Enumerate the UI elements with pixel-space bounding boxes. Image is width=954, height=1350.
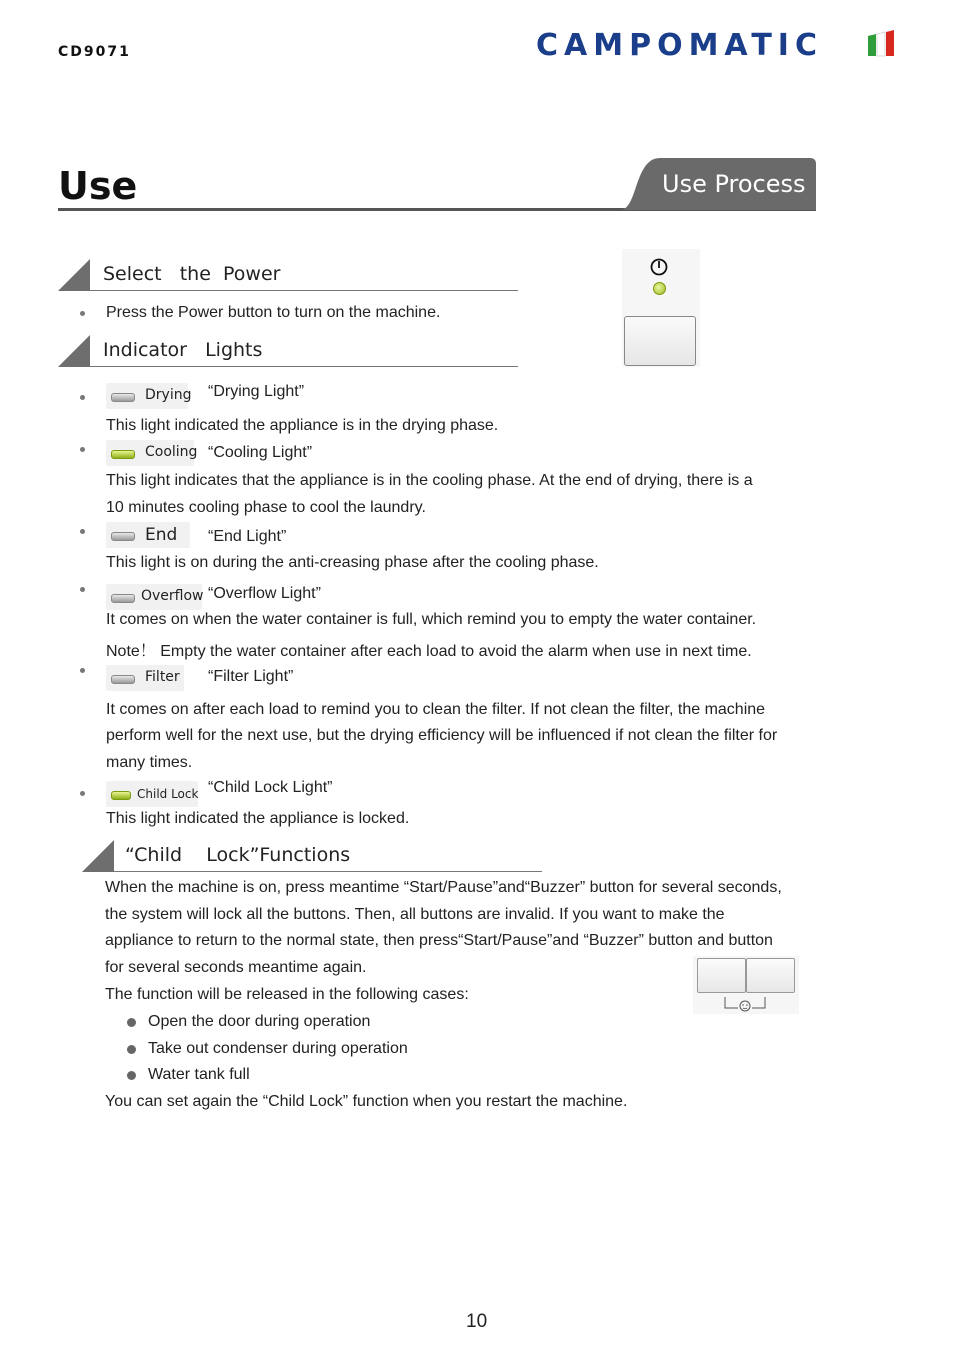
bullet-icon xyxy=(80,311,85,316)
indicator-description: This light indicates that the appliance is in the cooling phase. At the end of drying, there is a xyxy=(106,472,753,489)
page-title: Use xyxy=(58,164,138,208)
power-indicator-led xyxy=(653,282,666,295)
indicator-description: Note！ Empty the water container after each load to avoid the alarm when use in next time. xyxy=(106,643,752,660)
release-case: Water tank full xyxy=(148,1066,250,1083)
indicator-label: Drying xyxy=(145,387,192,403)
indicator-caption: “Cooling Light” xyxy=(208,444,313,461)
indicator-description: It comes on after each load to remind you to clean the filter. If not clean the filter, the machine xyxy=(106,701,766,718)
section-header-indicator xyxy=(58,335,518,367)
section-title-power: Select the Power xyxy=(103,263,281,285)
child-lock-paragraph-line: appliance to return to the normal state, then press“Start/Pause”and “Buzzer” button and button xyxy=(105,932,773,949)
led-off-icon xyxy=(111,675,135,684)
indicator-label: Cooling xyxy=(145,444,198,460)
section-title-child-lock: “Child Lock”Functions xyxy=(125,844,351,866)
brand-logo: CAMPOMATIC xyxy=(536,28,823,63)
page-number: 10 xyxy=(466,1311,488,1332)
indicator-description: This light indicated the appliance is in the drying phase. xyxy=(106,417,499,434)
indicator-end xyxy=(106,522,190,548)
bullet-icon xyxy=(80,447,85,452)
led-off-icon xyxy=(111,393,135,402)
model-number: CD9071 xyxy=(58,44,131,60)
indicator-caption: “Child Lock Light” xyxy=(208,779,333,796)
indicator-caption: “End Light” xyxy=(208,528,287,545)
bullet-icon xyxy=(80,668,85,673)
indicator-filter xyxy=(106,665,184,691)
power-symbol-icon xyxy=(649,257,669,277)
indicator-description: It comes on when the water container is full, which remind you to empty the water container. xyxy=(106,611,757,628)
section-title-indicator: Indicator Lights xyxy=(103,339,263,361)
bullet-icon xyxy=(127,1045,136,1054)
indicator-caption: “Overflow Light” xyxy=(208,585,321,602)
led-off-icon xyxy=(111,594,135,603)
child-lock-paragraph-line: When the machine is on, press meantime “Start/Pause”and“Buzzer” button for several seconds, xyxy=(105,879,782,896)
indicator-overflow xyxy=(106,584,202,610)
indicator-label: Overflow xyxy=(141,588,204,604)
release-case: Open the door during operation xyxy=(148,1013,371,1030)
bullet-icon xyxy=(80,587,85,592)
indicator-child-lock xyxy=(106,781,198,807)
indicator-description: many times. xyxy=(106,754,193,771)
bullet-icon xyxy=(80,395,85,400)
indicator-description: This light indicated the appliance is locked. xyxy=(106,810,410,827)
italian-flag-icon xyxy=(866,30,896,57)
indicator-description: perform well for the next use, but the drying efficiency will be influenced if not clean the filter for xyxy=(106,727,778,744)
power-button[interactable] xyxy=(624,316,696,366)
closing-note: You can set again the “Child Lock” function when you restart the machine. xyxy=(105,1093,628,1110)
child-lock-paragraph-line: for several seconds meantime again. xyxy=(105,959,367,976)
child-face-icon xyxy=(720,996,770,1012)
indicator-caption: “Drying Light” xyxy=(208,383,305,400)
section-header-child-lock xyxy=(82,840,542,872)
bullet-icon xyxy=(80,529,85,534)
start-pause-button[interactable] xyxy=(697,958,746,993)
section-header-power xyxy=(58,259,518,291)
release-intro: The function will be released in the following cases: xyxy=(105,986,469,1003)
release-case: Take out condenser during operation xyxy=(148,1040,408,1057)
indicator-description: 10 minutes cooling phase to cool the laundry. xyxy=(106,499,426,516)
indicator-caption: “Filter Light” xyxy=(208,668,294,685)
indicator-cooling xyxy=(106,440,198,466)
led-on-icon xyxy=(111,450,135,459)
child-lock-paragraph-line: the system will lock all the buttons. Then, all buttons are invalid. If you want to make the xyxy=(105,906,725,923)
indicator-description: This light is on during the anti-creasing phase after the cooling phase. xyxy=(106,554,599,571)
led-on-icon xyxy=(111,791,131,800)
indicator-label: Filter xyxy=(145,669,180,685)
section-marker-icon xyxy=(58,259,92,291)
indicator-drying xyxy=(106,383,192,409)
bullet-icon xyxy=(80,791,85,796)
section-marker-icon xyxy=(82,840,116,872)
led-off-icon xyxy=(111,532,135,541)
bullet-icon xyxy=(127,1018,136,1027)
section-marker-icon xyxy=(58,335,92,367)
buzzer-button[interactable] xyxy=(746,958,795,993)
indicator-label: End xyxy=(145,525,178,545)
indicator-label: Child Lock xyxy=(137,787,199,801)
section-tab-label: Use Process xyxy=(662,170,806,198)
power-instruction: Press the Power button to turn on the machine. xyxy=(106,304,441,321)
bullet-icon xyxy=(127,1071,136,1080)
